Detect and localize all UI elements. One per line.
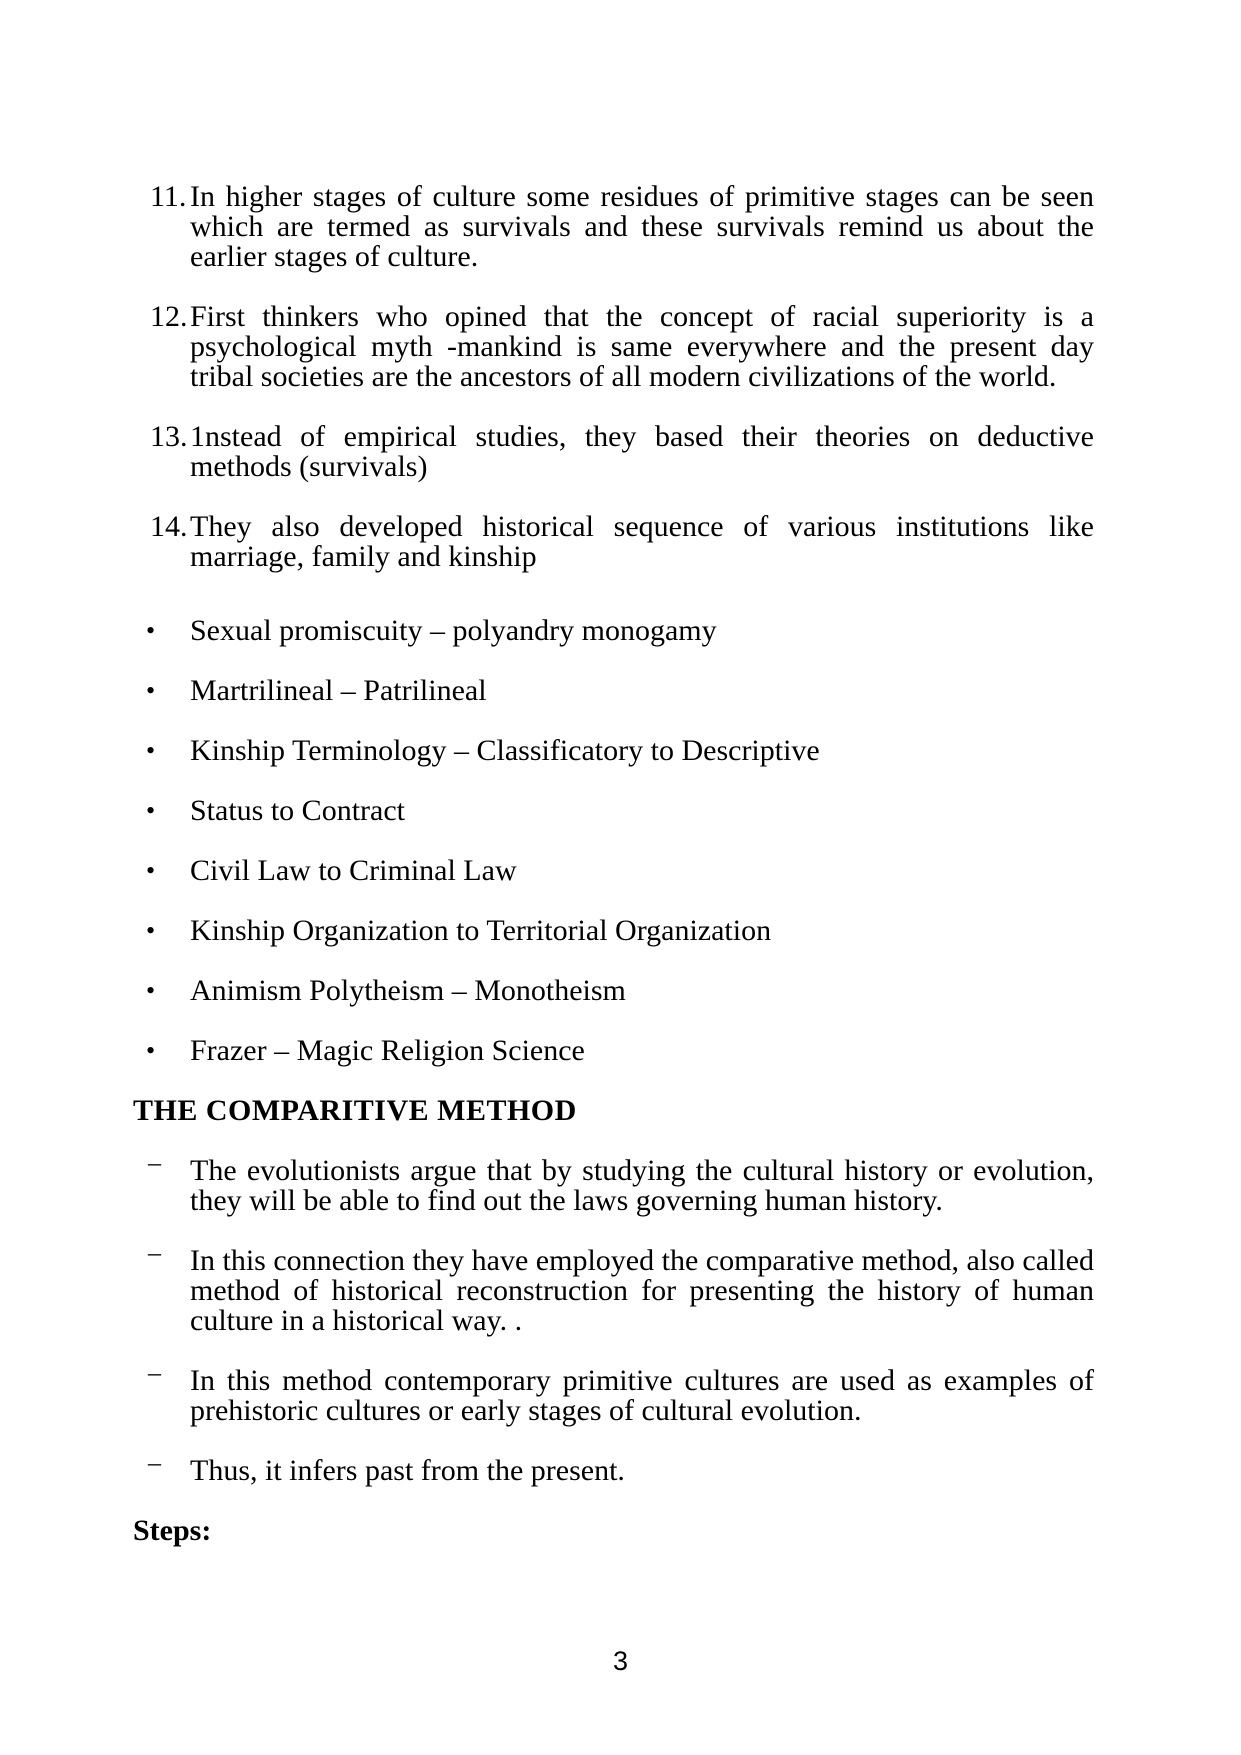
page-content [133,182,1094,1546]
dash-icon: – [148,1358,161,1387]
numbered-item [133,302,1094,392]
bullet-item [133,916,1094,946]
dash-item [133,1238,1094,1337]
item-text: In this connection they have employed the comparative method, also called method of historical reconstruction for presenting the history of human culture in a historical way. . [190,1244,1094,1337]
numbered-list [133,182,1094,572]
numbered-item [133,512,1094,572]
bullet-item [133,676,1094,706]
bullet-icon: • [146,796,156,825]
item-text: In higher stages of culture some residues of primitive stages can be seen which are termed as survivals and these survivals remind us about the earlier stages of culture. [190,180,1094,273]
item-text: They also developed historical sequence of various institutions like marriage, family and kinship [190,510,1094,573]
dash-icon: – [148,1238,161,1267]
item-number: 11. [150,180,187,213]
bullet-icon: • [146,976,156,1005]
item-number: 13. [150,420,188,453]
bullet-item [133,976,1094,1006]
item-text: Martrilineal – Patrilineal [190,674,487,707]
dash-item [133,1358,1094,1427]
bullet-icon: • [146,1036,156,1065]
bullet-icon: • [146,856,156,885]
dash-icon: – [148,1448,161,1477]
item-text: Sexual promiscuity – polyandry monogamy [190,614,717,647]
bullet-item [133,616,1094,646]
numbered-item [133,182,1094,272]
dash-list [133,1148,1094,1487]
item-text: The evolutionists argue that by studying the cultural history or evolution, they will be able to find out the laws governing human history. [190,1154,1094,1217]
bullet-icon: • [146,676,156,705]
item-text: Kinship Terminology – Classificatory to Descriptive [190,734,820,767]
bullet-item [133,736,1094,766]
item-text: In this method contemporary primitive cultures are used as examples of prehistoric cultures or early stages of cultural evolution. [190,1364,1094,1427]
item-text: First thinkers who opined that the concept of racial superiority is a psychological myth -mankind is same everywhere and the present day tribal societies are the ancestors of all modern civilizations of the world. [190,300,1094,393]
section-heading: THE COMPARITIVE METHOD [133,1094,577,1127]
item-text: 1nstead of empirical studies, they based their theories on deductive methods (survivals) [190,420,1094,483]
page-number: 3 [612,1646,629,1676]
bullet-icon: • [146,616,156,645]
bullet-icon: • [146,916,156,945]
bullet-item [133,796,1094,826]
item-number: 14. [150,510,188,543]
item-text: Kinship Organization to Territorial Organization [190,914,772,947]
item-number: 12. [150,300,188,333]
item-text: Animism Polytheism – Monotheism [190,974,626,1007]
bullet-item [133,856,1094,886]
numbered-item [133,422,1094,482]
dash-icon: – [148,1148,161,1177]
bullet-list [133,616,1094,1066]
item-text: Civil Law to Criminal Law [190,854,517,887]
item-text: Status to Contract [190,794,405,827]
bullet-icon: • [146,736,156,765]
dash-item [133,1148,1094,1217]
item-text: Thus, it infers past from the present. [190,1454,625,1487]
dash-item [133,1448,1094,1487]
bullet-item [133,1036,1094,1066]
item-text: Frazer – Magic Religion Science [190,1034,585,1067]
steps-label: Steps: [133,1514,212,1547]
